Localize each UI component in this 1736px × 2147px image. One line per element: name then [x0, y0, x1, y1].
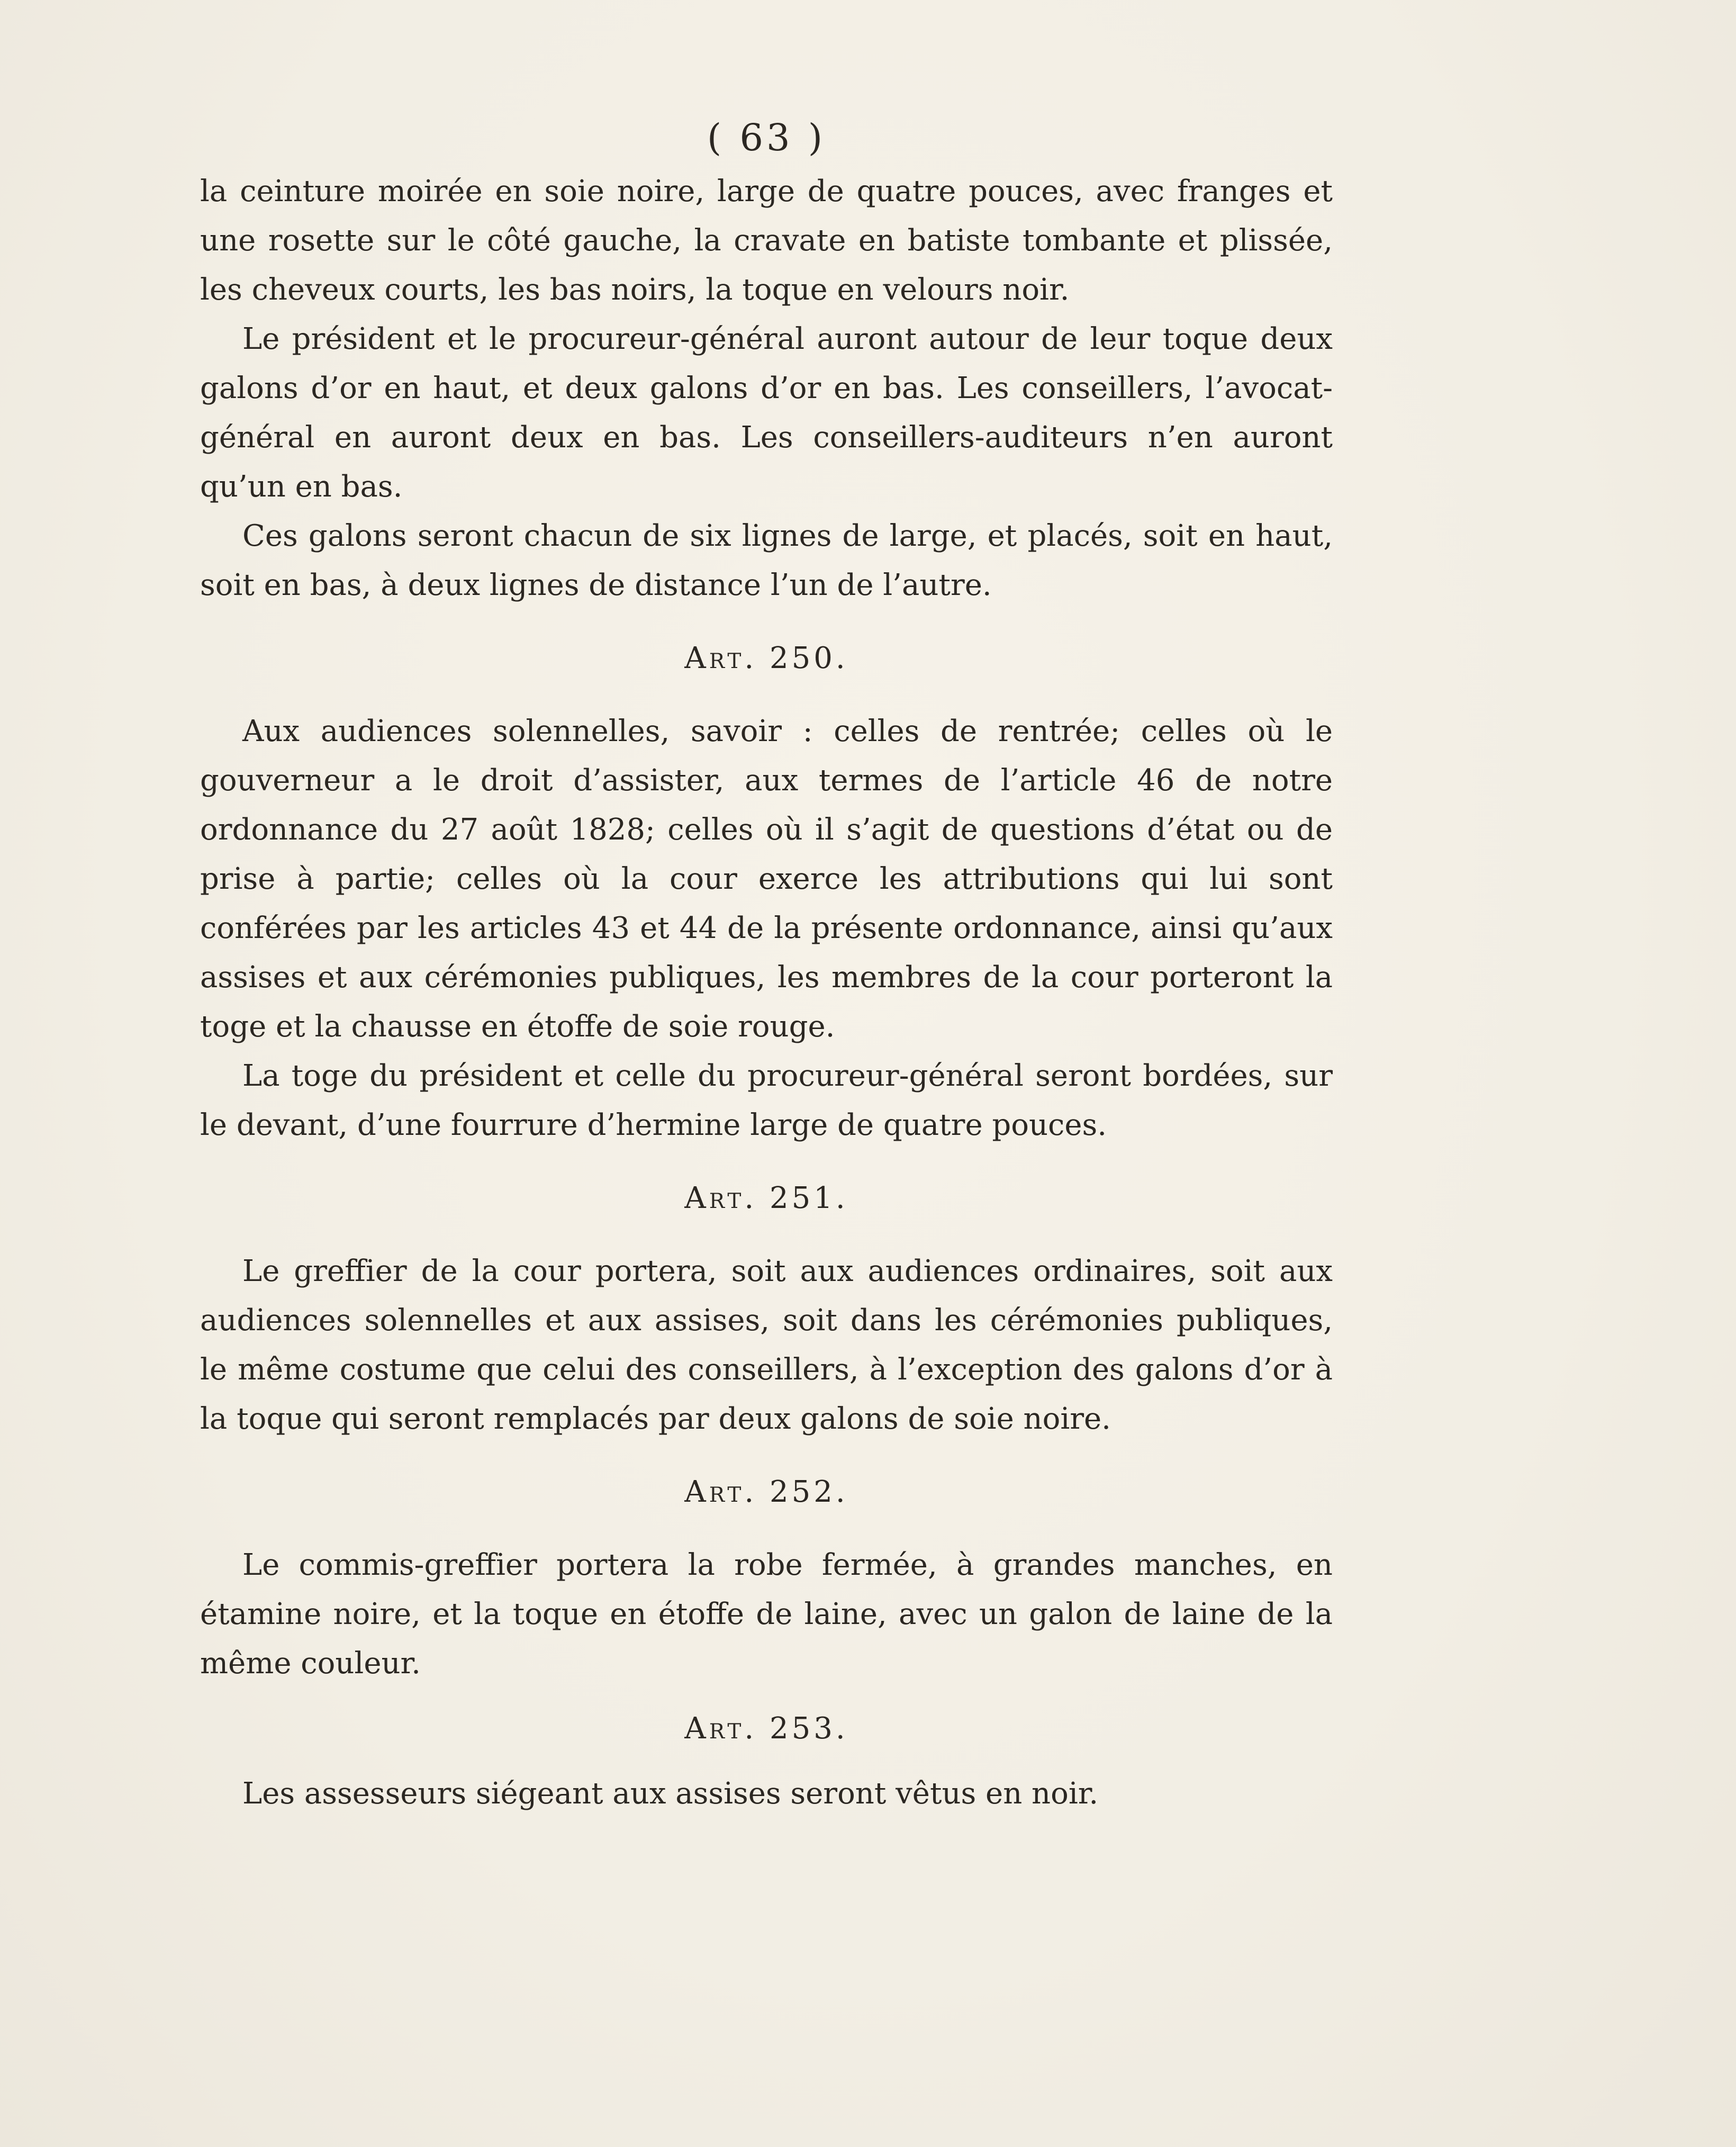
article-heading: Art. 251.	[684, 1181, 848, 1215]
paragraph: Ces galons seront chacun de six lignes de large, et placés, soit en haut, soit en bas, à deux lignes de distance l’un de l’autre.	[200, 519, 1333, 602]
paragraph: Le président et le procureur-général auront autour de leur toque deux galons d’or en haut, et deux galons d’or en bas. Les conseillers, l’avocat-général en auront deux en bas. Les conseillers-auditeurs n’en auront qu’un en bas.	[200, 322, 1333, 504]
paragraph: Le greffier de la cour portera, soit aux audiences ordinaires, soit aux audiences solennelles et aux assises, soit dans les cérémonies publiques, le même costume que celui des conseillers, à l’exception des galons d’or à la toque qui seront remplacés par deux galons de soie noire.	[200, 1254, 1333, 1436]
article-heading: Art. 253.	[684, 1711, 848, 1746]
paragraph: Les assesseurs siégeant aux assises seront vêtus en noir.	[242, 1776, 1099, 1811]
article-heading: Art. 252.	[684, 1475, 848, 1509]
page-number: ( 63 )	[707, 116, 826, 159]
paragraph: Le commis-greffier portera la robe fermée, à grandes manches, en étamine noire, et la toque en étoffe de laine, avec un galon de laine de la même couleur.	[200, 1548, 1333, 1681]
paragraph: la ceinture moirée en soie noire, large de quatre pouces, avec franges et une rosette sur le côté gauche, la cravate en batiste tombante et plissée, les cheveux courts, les bas noirs, la toque en velours noir.	[200, 174, 1333, 307]
text-block	[200, 109, 1333, 1818]
paragraph: La toge du président et celle du procureur-général seront bordées, sur le devant, d’une fourrure d’hermine large de quatre pouces.	[200, 1059, 1333, 1142]
paragraph: Aux audiences solennelles, savoir : celles de rentrée; celles où le gouverneur a le droit d’assister, aux termes de l’article 46 de notre ordonnance du 27 août 1828; celles où il s’agit de questions d’état ou de prise à partie; celles où la cour exerce les attributions qui lui sont conférées par les articles 43 et 44 de la présente ordonnance, ainsi qu’aux assises et aux cérémonies publiques, les membres de la cour porteront la toge et la chausse en étoffe de soie rouge.	[200, 714, 1333, 1044]
article-heading: Art. 250.	[684, 641, 848, 675]
